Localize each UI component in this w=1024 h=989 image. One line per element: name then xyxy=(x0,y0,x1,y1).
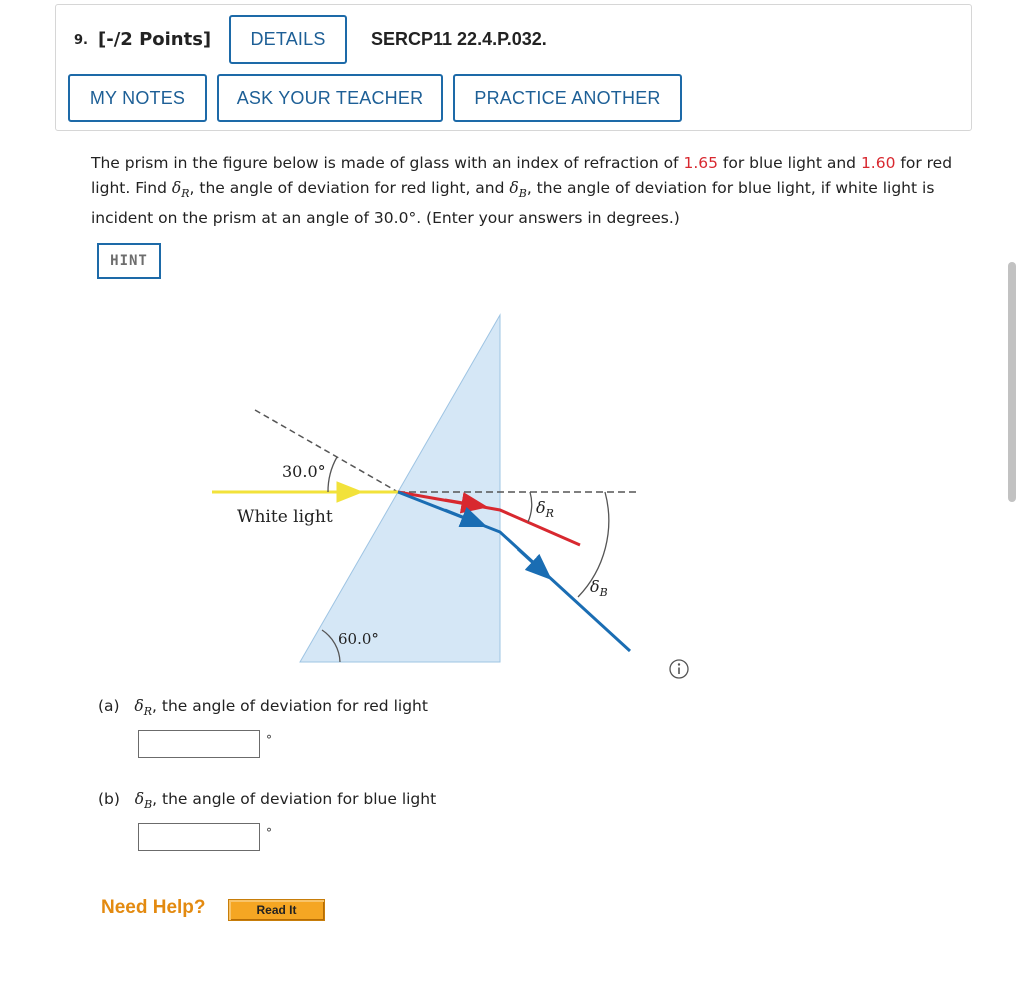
delta-r-label: $\delta_R$ xyxy=(536,498,554,520)
blue-arrow-out xyxy=(518,549,542,571)
part-a-label: (a) $\delta_R$, the angle of deviation for red light xyxy=(98,697,428,719)
white-light-label: White light xyxy=(237,507,333,527)
ask-teacher-button[interactable]: ASK YOUR TEACHER xyxy=(217,74,443,122)
question-code: SERCP11 22.4.P.032. xyxy=(371,29,547,49)
incident-angle-label: 30.0° xyxy=(282,462,326,481)
read-it-button[interactable]: Read It xyxy=(228,899,325,921)
practice-another-button[interactable]: PRACTICE ANOTHER xyxy=(453,74,682,122)
hint-button[interactable]: HINT xyxy=(97,243,161,279)
incident-angle-arc xyxy=(328,457,337,492)
details-button[interactable]: DETAILS xyxy=(229,15,347,64)
problem-statement: The prism in the figure below is made of glass with an index of refraction of 1.65 for blue light and 1.60 for red light. Find $\delta_R$, the angle of deviation for red light, and $\delta_B$, the angle of deviation for blue light, if white light is incident on the prism at an angle of 30.0°. (Enter your answers in degrees.) xyxy=(91,154,953,228)
apex-angle-label: 60.0° xyxy=(338,630,379,648)
blue-index-value: 1.65 xyxy=(683,154,718,172)
points-label: [-/2 Points] xyxy=(98,29,212,50)
need-help-label: Need Help? xyxy=(101,897,206,918)
my-notes-button[interactable]: MY NOTES xyxy=(68,74,207,122)
question-number: 9. xyxy=(74,33,88,48)
delta-r-arc xyxy=(528,492,532,522)
degree-unit-b: ° xyxy=(266,826,272,840)
degree-unit-a: ° xyxy=(266,733,272,747)
normal-line xyxy=(255,410,398,492)
info-icon[interactable] xyxy=(668,658,690,680)
delta-b-label: $\delta_B$ xyxy=(590,577,608,599)
part-b-label: (b) $\delta_B$, the angle of deviation for blue light xyxy=(98,790,437,812)
question-header xyxy=(55,4,972,131)
answer-input-b[interactable] xyxy=(138,823,260,851)
prism-figure xyxy=(200,305,660,675)
red-index-value: 1.60 xyxy=(860,154,896,172)
prism xyxy=(300,315,500,662)
answer-input-a[interactable] xyxy=(138,730,260,758)
scrollbar[interactable] xyxy=(1008,262,1016,502)
